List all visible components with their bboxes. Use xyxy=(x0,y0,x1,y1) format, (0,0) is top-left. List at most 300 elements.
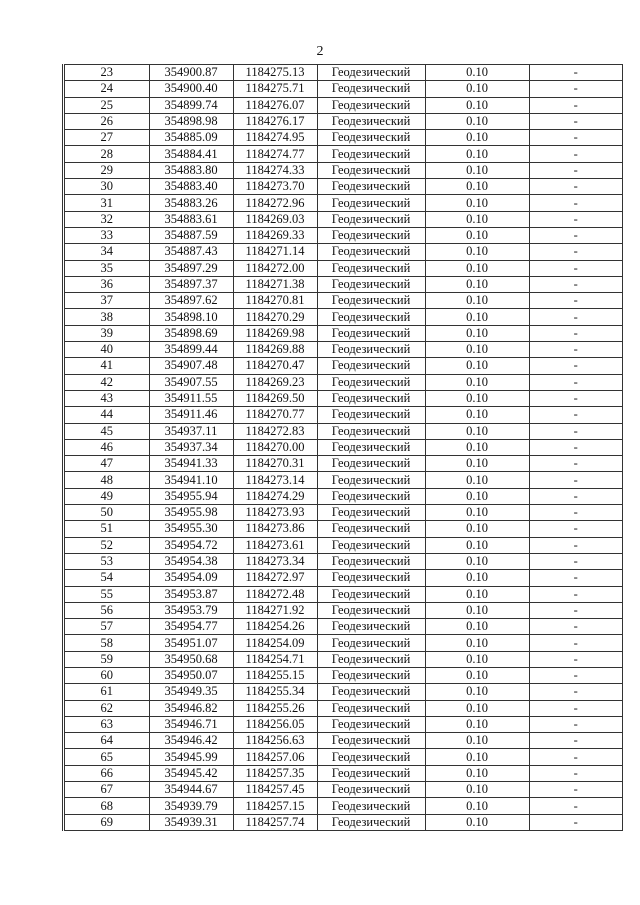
x-coordinate-cell: 354941.10 xyxy=(149,472,233,488)
accuracy-cell: 0.10 xyxy=(425,635,529,651)
y-coordinate-cell: 1184274.95 xyxy=(233,130,317,146)
page-number: 2 xyxy=(316,44,324,59)
note-cell: - xyxy=(529,325,622,341)
x-coordinate-cell: 354900.87 xyxy=(149,65,233,81)
method-cell: Геодезический xyxy=(317,765,425,781)
x-coordinate-cell: 354884.41 xyxy=(149,146,233,162)
method-cell: Геодезический xyxy=(317,195,425,211)
accuracy-cell: 0.10 xyxy=(425,733,529,749)
x-coordinate-cell: 354955.94 xyxy=(149,488,233,504)
point-number-cell: 59 xyxy=(65,651,149,667)
table-row xyxy=(65,765,622,781)
method-cell: Геодезический xyxy=(317,456,425,472)
y-coordinate-cell: 1184256.63 xyxy=(233,733,317,749)
method-cell: Геодезический xyxy=(317,798,425,814)
note-cell: - xyxy=(529,374,622,390)
accuracy-cell: 0.10 xyxy=(425,667,529,683)
method-cell: Геодезический xyxy=(317,733,425,749)
point-number-cell: 52 xyxy=(65,537,149,553)
table-row xyxy=(65,700,622,716)
table-row xyxy=(65,667,622,683)
point-number-cell: 65 xyxy=(65,749,149,765)
method-cell: Геодезический xyxy=(317,293,425,309)
method-cell: Геодезический xyxy=(317,619,425,635)
accuracy-cell: 0.10 xyxy=(425,390,529,406)
note-cell: - xyxy=(529,81,622,97)
x-coordinate-cell: 354887.59 xyxy=(149,227,233,243)
table-row xyxy=(65,276,622,292)
coordinates-table xyxy=(65,64,622,831)
y-coordinate-cell: 1184254.26 xyxy=(233,619,317,635)
x-coordinate-cell: 354900.40 xyxy=(149,81,233,97)
x-coordinate-cell: 354899.74 xyxy=(149,97,233,113)
y-coordinate-cell: 1184269.50 xyxy=(233,390,317,406)
accuracy-cell: 0.10 xyxy=(425,798,529,814)
note-cell: - xyxy=(529,651,622,667)
method-cell: Геодезический xyxy=(317,146,425,162)
x-coordinate-cell: 354950.07 xyxy=(149,667,233,683)
method-cell: Геодезический xyxy=(317,260,425,276)
accuracy-cell: 0.10 xyxy=(425,700,529,716)
accuracy-cell: 0.10 xyxy=(425,619,529,635)
method-cell: Геодезический xyxy=(317,81,425,97)
point-number-cell: 67 xyxy=(65,782,149,798)
accuracy-cell: 0.10 xyxy=(425,505,529,521)
x-coordinate-cell: 354883.40 xyxy=(149,179,233,195)
accuracy-cell: 0.10 xyxy=(425,423,529,439)
point-number-cell: 64 xyxy=(65,733,149,749)
point-number-cell: 37 xyxy=(65,293,149,309)
note-cell: - xyxy=(529,130,622,146)
note-cell: - xyxy=(529,570,622,586)
table-row xyxy=(65,456,622,472)
accuracy-cell: 0.10 xyxy=(425,309,529,325)
table-row xyxy=(65,472,622,488)
accuracy-cell: 0.10 xyxy=(425,179,529,195)
accuracy-cell: 0.10 xyxy=(425,325,529,341)
note-cell: - xyxy=(529,716,622,732)
table-row xyxy=(65,407,622,423)
note-cell: - xyxy=(529,407,622,423)
y-coordinate-cell: 1184269.33 xyxy=(233,227,317,243)
table-row xyxy=(65,65,622,81)
x-coordinate-cell: 354907.55 xyxy=(149,374,233,390)
accuracy-cell: 0.10 xyxy=(425,716,529,732)
point-number-cell: 26 xyxy=(65,113,149,129)
y-coordinate-cell: 1184269.98 xyxy=(233,325,317,341)
x-coordinate-cell: 354897.29 xyxy=(149,260,233,276)
point-number-cell: 54 xyxy=(65,570,149,586)
x-coordinate-cell: 354954.77 xyxy=(149,619,233,635)
x-coordinate-cell: 354939.79 xyxy=(149,798,233,814)
note-cell: - xyxy=(529,733,622,749)
y-coordinate-cell: 1184269.23 xyxy=(233,374,317,390)
accuracy-cell: 0.10 xyxy=(425,439,529,455)
table-row xyxy=(65,81,622,97)
accuracy-cell: 0.10 xyxy=(425,684,529,700)
y-coordinate-cell: 1184254.09 xyxy=(233,635,317,651)
point-number-cell: 29 xyxy=(65,162,149,178)
y-coordinate-cell: 1184273.93 xyxy=(233,505,317,521)
accuracy-cell: 0.10 xyxy=(425,113,529,129)
table-row xyxy=(65,374,622,390)
y-coordinate-cell: 1184272.97 xyxy=(233,570,317,586)
x-coordinate-cell: 354907.48 xyxy=(149,358,233,374)
point-number-cell: 40 xyxy=(65,342,149,358)
note-cell: - xyxy=(529,635,622,651)
method-cell: Геодезический xyxy=(317,325,425,341)
x-coordinate-cell: 354937.34 xyxy=(149,439,233,455)
coordinates-table-container xyxy=(62,64,623,831)
point-number-cell: 51 xyxy=(65,521,149,537)
method-cell: Геодезический xyxy=(317,358,425,374)
method-cell: Геодезический xyxy=(317,342,425,358)
table-row xyxy=(65,505,622,521)
y-coordinate-cell: 1184270.77 xyxy=(233,407,317,423)
method-cell: Геодезический xyxy=(317,211,425,227)
y-coordinate-cell: 1184272.83 xyxy=(233,423,317,439)
accuracy-cell: 0.10 xyxy=(425,227,529,243)
point-number-cell: 25 xyxy=(65,97,149,113)
method-cell: Геодезический xyxy=(317,130,425,146)
method-cell: Геодезический xyxy=(317,162,425,178)
table-row xyxy=(65,309,622,325)
note-cell: - xyxy=(529,97,622,113)
point-number-cell: 31 xyxy=(65,195,149,211)
note-cell: - xyxy=(529,227,622,243)
y-coordinate-cell: 1184274.77 xyxy=(233,146,317,162)
y-coordinate-cell: 1184275.13 xyxy=(233,65,317,81)
accuracy-cell: 0.10 xyxy=(425,244,529,260)
method-cell: Геодезический xyxy=(317,309,425,325)
method-cell: Геодезический xyxy=(317,423,425,439)
note-cell: - xyxy=(529,211,622,227)
y-coordinate-cell: 1184271.92 xyxy=(233,602,317,618)
y-coordinate-cell: 1184273.34 xyxy=(233,553,317,569)
table-row xyxy=(65,798,622,814)
table-row xyxy=(65,733,622,749)
accuracy-cell: 0.10 xyxy=(425,146,529,162)
y-coordinate-cell: 1184255.26 xyxy=(233,700,317,716)
y-coordinate-cell: 1184257.74 xyxy=(233,814,317,830)
note-cell: - xyxy=(529,439,622,455)
point-number-cell: 66 xyxy=(65,765,149,781)
method-cell: Геодезический xyxy=(317,716,425,732)
x-coordinate-cell: 354899.44 xyxy=(149,342,233,358)
note-cell: - xyxy=(529,782,622,798)
x-coordinate-cell: 354941.33 xyxy=(149,456,233,472)
table-row xyxy=(65,521,622,537)
table-row xyxy=(65,602,622,618)
note-cell: - xyxy=(529,505,622,521)
y-coordinate-cell: 1184270.47 xyxy=(233,358,317,374)
point-number-cell: 33 xyxy=(65,227,149,243)
note-cell: - xyxy=(529,488,622,504)
y-coordinate-cell: 1184257.35 xyxy=(233,765,317,781)
note-cell: - xyxy=(529,423,622,439)
accuracy-cell: 0.10 xyxy=(425,195,529,211)
point-number-cell: 46 xyxy=(65,439,149,455)
accuracy-cell: 0.10 xyxy=(425,358,529,374)
x-coordinate-cell: 354954.38 xyxy=(149,553,233,569)
x-coordinate-cell: 354953.79 xyxy=(149,602,233,618)
x-coordinate-cell: 354883.26 xyxy=(149,195,233,211)
point-number-cell: 48 xyxy=(65,472,149,488)
table-row xyxy=(65,358,622,374)
point-number-cell: 45 xyxy=(65,423,149,439)
method-cell: Геодезический xyxy=(317,684,425,700)
table-row xyxy=(65,162,622,178)
y-coordinate-cell: 1184272.48 xyxy=(233,586,317,602)
accuracy-cell: 0.10 xyxy=(425,814,529,830)
table-row xyxy=(65,586,622,602)
x-coordinate-cell: 354950.68 xyxy=(149,651,233,667)
point-number-cell: 24 xyxy=(65,81,149,97)
table-row xyxy=(65,195,622,211)
accuracy-cell: 0.10 xyxy=(425,65,529,81)
y-coordinate-cell: 1184273.61 xyxy=(233,537,317,553)
y-coordinate-cell: 1184255.34 xyxy=(233,684,317,700)
method-cell: Геодезический xyxy=(317,749,425,765)
accuracy-cell: 0.10 xyxy=(425,570,529,586)
note-cell: - xyxy=(529,667,622,683)
note-cell: - xyxy=(529,553,622,569)
point-number-cell: 68 xyxy=(65,798,149,814)
table-body xyxy=(65,65,622,831)
x-coordinate-cell: 354883.61 xyxy=(149,211,233,227)
method-cell: Геодезический xyxy=(317,227,425,243)
note-cell: - xyxy=(529,798,622,814)
note-cell: - xyxy=(529,195,622,211)
accuracy-cell: 0.10 xyxy=(425,456,529,472)
note-cell: - xyxy=(529,358,622,374)
point-number-cell: 27 xyxy=(65,130,149,146)
table-row xyxy=(65,423,622,439)
x-coordinate-cell: 354955.98 xyxy=(149,505,233,521)
point-number-cell: 43 xyxy=(65,390,149,406)
x-coordinate-cell: 354898.98 xyxy=(149,113,233,129)
y-coordinate-cell: 1184270.31 xyxy=(233,456,317,472)
x-coordinate-cell: 354897.62 xyxy=(149,293,233,309)
note-cell: - xyxy=(529,162,622,178)
note-cell: - xyxy=(529,749,622,765)
table-row xyxy=(65,260,622,276)
method-cell: Геодезический xyxy=(317,113,425,129)
point-number-cell: 38 xyxy=(65,309,149,325)
table-row xyxy=(65,782,622,798)
note-cell: - xyxy=(529,586,622,602)
note-cell: - xyxy=(529,342,622,358)
accuracy-cell: 0.10 xyxy=(425,602,529,618)
y-coordinate-cell: 1184257.15 xyxy=(233,798,317,814)
table-row xyxy=(65,439,622,455)
note-cell: - xyxy=(529,179,622,195)
method-cell: Геодезический xyxy=(317,488,425,504)
table-row xyxy=(65,342,622,358)
table-row xyxy=(65,619,622,635)
method-cell: Геодезический xyxy=(317,521,425,537)
table-row xyxy=(65,113,622,129)
accuracy-cell: 0.10 xyxy=(425,81,529,97)
method-cell: Геодезический xyxy=(317,244,425,260)
table-row xyxy=(65,716,622,732)
accuracy-cell: 0.10 xyxy=(425,374,529,390)
x-coordinate-cell: 354885.09 xyxy=(149,130,233,146)
method-cell: Геодезический xyxy=(317,553,425,569)
y-coordinate-cell: 1184271.14 xyxy=(233,244,317,260)
y-coordinate-cell: 1184254.71 xyxy=(233,651,317,667)
note-cell: - xyxy=(529,146,622,162)
accuracy-cell: 0.10 xyxy=(425,651,529,667)
table-row xyxy=(65,814,622,830)
method-cell: Геодезический xyxy=(317,570,425,586)
x-coordinate-cell: 354937.11 xyxy=(149,423,233,439)
y-coordinate-cell: 1184270.29 xyxy=(233,309,317,325)
table-row xyxy=(65,244,622,260)
x-coordinate-cell: 354953.87 xyxy=(149,586,233,602)
note-cell: - xyxy=(529,700,622,716)
x-coordinate-cell: 354887.43 xyxy=(149,244,233,260)
accuracy-cell: 0.10 xyxy=(425,407,529,423)
point-number-cell: 58 xyxy=(65,635,149,651)
method-cell: Геодезический xyxy=(317,635,425,651)
y-coordinate-cell: 1184276.17 xyxy=(233,113,317,129)
note-cell: - xyxy=(529,472,622,488)
method-cell: Геодезический xyxy=(317,439,425,455)
y-coordinate-cell: 1184273.86 xyxy=(233,521,317,537)
note-cell: - xyxy=(529,537,622,553)
note-cell: - xyxy=(529,276,622,292)
point-number-cell: 23 xyxy=(65,65,149,81)
y-coordinate-cell: 1184270.81 xyxy=(233,293,317,309)
x-coordinate-cell: 354883.80 xyxy=(149,162,233,178)
note-cell: - xyxy=(529,456,622,472)
accuracy-cell: 0.10 xyxy=(425,472,529,488)
table-row xyxy=(65,553,622,569)
table-row xyxy=(65,130,622,146)
point-number-cell: 41 xyxy=(65,358,149,374)
note-cell: - xyxy=(529,619,622,635)
point-number-cell: 34 xyxy=(65,244,149,260)
y-coordinate-cell: 1184272.00 xyxy=(233,260,317,276)
y-coordinate-cell: 1184257.06 xyxy=(233,749,317,765)
point-number-cell: 49 xyxy=(65,488,149,504)
x-coordinate-cell: 354911.55 xyxy=(149,390,233,406)
method-cell: Геодезический xyxy=(317,782,425,798)
note-cell: - xyxy=(529,309,622,325)
method-cell: Геодезический xyxy=(317,472,425,488)
y-coordinate-cell: 1184271.38 xyxy=(233,276,317,292)
note-cell: - xyxy=(529,113,622,129)
point-number-cell: 32 xyxy=(65,211,149,227)
method-cell: Геодезический xyxy=(317,505,425,521)
table-row xyxy=(65,97,622,113)
table-row xyxy=(65,227,622,243)
point-number-cell: 57 xyxy=(65,619,149,635)
table-row xyxy=(65,325,622,341)
method-cell: Геодезический xyxy=(317,374,425,390)
note-cell: - xyxy=(529,260,622,276)
method-cell: Геодезический xyxy=(317,407,425,423)
method-cell: Геодезический xyxy=(317,667,425,683)
y-coordinate-cell: 1184269.03 xyxy=(233,211,317,227)
point-number-cell: 35 xyxy=(65,260,149,276)
method-cell: Геодезический xyxy=(317,390,425,406)
point-number-cell: 39 xyxy=(65,325,149,341)
method-cell: Геодезический xyxy=(317,602,425,618)
accuracy-cell: 0.10 xyxy=(425,749,529,765)
x-coordinate-cell: 354945.42 xyxy=(149,765,233,781)
x-coordinate-cell: 354946.42 xyxy=(149,733,233,749)
point-number-cell: 47 xyxy=(65,456,149,472)
accuracy-cell: 0.10 xyxy=(425,488,529,504)
accuracy-cell: 0.10 xyxy=(425,765,529,781)
y-coordinate-cell: 1184256.05 xyxy=(233,716,317,732)
point-number-cell: 50 xyxy=(65,505,149,521)
accuracy-cell: 0.10 xyxy=(425,211,529,227)
x-coordinate-cell: 354951.07 xyxy=(149,635,233,651)
accuracy-cell: 0.10 xyxy=(425,586,529,602)
y-coordinate-cell: 1184273.70 xyxy=(233,179,317,195)
table-row xyxy=(65,390,622,406)
y-coordinate-cell: 1184270.00 xyxy=(233,439,317,455)
point-number-cell: 61 xyxy=(65,684,149,700)
point-number-cell: 44 xyxy=(65,407,149,423)
note-cell: - xyxy=(529,293,622,309)
note-cell: - xyxy=(529,390,622,406)
table-row xyxy=(65,211,622,227)
x-coordinate-cell: 354945.99 xyxy=(149,749,233,765)
method-cell: Геодезический xyxy=(317,65,425,81)
accuracy-cell: 0.10 xyxy=(425,276,529,292)
method-cell: Геодезический xyxy=(317,276,425,292)
accuracy-cell: 0.10 xyxy=(425,537,529,553)
table-row xyxy=(65,293,622,309)
x-coordinate-cell: 354955.30 xyxy=(149,521,233,537)
point-number-cell: 63 xyxy=(65,716,149,732)
table-row xyxy=(65,146,622,162)
x-coordinate-cell: 354898.10 xyxy=(149,309,233,325)
x-coordinate-cell: 354954.09 xyxy=(149,570,233,586)
x-coordinate-cell: 354944.67 xyxy=(149,782,233,798)
note-cell: - xyxy=(529,521,622,537)
method-cell: Геодезический xyxy=(317,97,425,113)
y-coordinate-cell: 1184274.33 xyxy=(233,162,317,178)
table-row xyxy=(65,570,622,586)
point-number-cell: 56 xyxy=(65,602,149,618)
table-row xyxy=(65,537,622,553)
point-number-cell: 53 xyxy=(65,553,149,569)
note-cell: - xyxy=(529,765,622,781)
accuracy-cell: 0.10 xyxy=(425,342,529,358)
y-coordinate-cell: 1184272.96 xyxy=(233,195,317,211)
point-number-cell: 42 xyxy=(65,374,149,390)
point-number-cell: 30 xyxy=(65,179,149,195)
note-cell: - xyxy=(529,684,622,700)
table-row xyxy=(65,488,622,504)
note-cell: - xyxy=(529,244,622,260)
y-coordinate-cell: 1184276.07 xyxy=(233,97,317,113)
method-cell: Геодезический xyxy=(317,586,425,602)
y-coordinate-cell: 1184274.29 xyxy=(233,488,317,504)
point-number-cell: 28 xyxy=(65,146,149,162)
accuracy-cell: 0.10 xyxy=(425,521,529,537)
point-number-cell: 60 xyxy=(65,667,149,683)
x-coordinate-cell: 354898.69 xyxy=(149,325,233,341)
accuracy-cell: 0.10 xyxy=(425,782,529,798)
accuracy-cell: 0.10 xyxy=(425,130,529,146)
accuracy-cell: 0.10 xyxy=(425,293,529,309)
